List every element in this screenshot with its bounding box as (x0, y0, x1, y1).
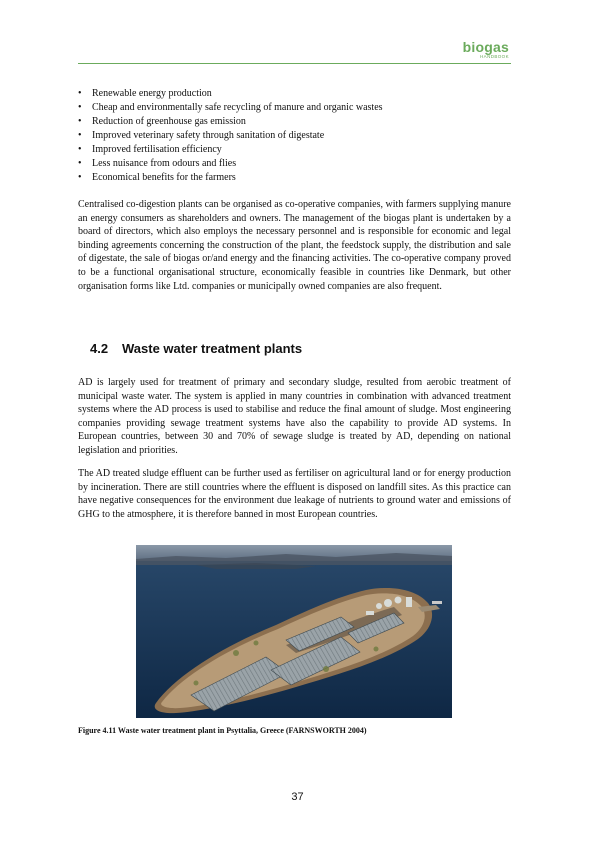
benefits-bullet-list (78, 87, 511, 185)
bullet-item: • Cheap and environmentally safe recycling of manure and organic wastes (78, 101, 511, 115)
paragraph-effluent-use: The AD treated sludge effluent can be further used as fertiliser on agricultural land or for energy production by incineration. There are still countries where the effluent is disposed on landfill sites. As this practice can have negative consequences for the environment due leakage of nutrients to ground water and emissions of GHG to the atmosphere, it is therefore banned in most European countries. (78, 468, 511, 520)
figure-caption: Figure 4.11 Waste water treatment plant in Psyttalia, Greece (FARNSWORTH 2004) (78, 726, 367, 735)
bullet-item: • Improved veterinary safety through sanitation of digestate (78, 129, 511, 143)
bullet-item: • Reduction of greenhouse gas emission (78, 115, 511, 129)
section-heading (90, 341, 302, 357)
paragraph-sludge-treatment: AD is largely used for treatment of primary and secondary sludge, resulted from aerobic treatment of municipal waste water. The system is applied in many countries in combination with advanced treatment systems where the AD process is used to stabilise and reduce the final amount of sludge. Most engineering companies providing sewage treatment systems have also the capability to provide AD systems. In European countries, between 30 and 70% of sewage sludge is treated by AD, depending on national legislation and priorities. (78, 377, 511, 456)
section-number: 4.2 (90, 341, 109, 356)
bullet-item: • Economical benefits for the farmers (78, 171, 511, 185)
handbook-logo-subtext: HANDBOOK (480, 54, 509, 59)
bullet-item: • Improved fertilisation efficiency (78, 143, 511, 157)
paragraph-co-digestion: Centralised co-digestion plants can be organised as co-operative companies, with farmers supplying manure an energy consumers as shareholders and owners. The management of the biogas plant is undertaken by a board of directors, which also employs the necessary personnel and is responsible for economic and legal binding agreements concerning the construction of the plant, the feedstock supply, the distribution and sale of digestate, the sale of biogas or/and energy and the financing activities. The co-operative company proved to be a functional organisational structure, economically feasible in countries like Denmark, but other organisation forms like Ltd. companies or municipally owned companies are also frequent. (78, 199, 511, 292)
bullet-item: • Renewable energy production (78, 87, 511, 101)
header-rule (78, 63, 511, 64)
bullet-item: • Less nuisance from odours and flies (78, 157, 511, 171)
section-title: Waste water treatment plants (122, 341, 303, 356)
treatment-plant-photo (136, 545, 452, 718)
page-number: 37 (291, 791, 304, 803)
biogas-logo: biogas (462, 39, 509, 55)
page-header (463, 40, 509, 60)
